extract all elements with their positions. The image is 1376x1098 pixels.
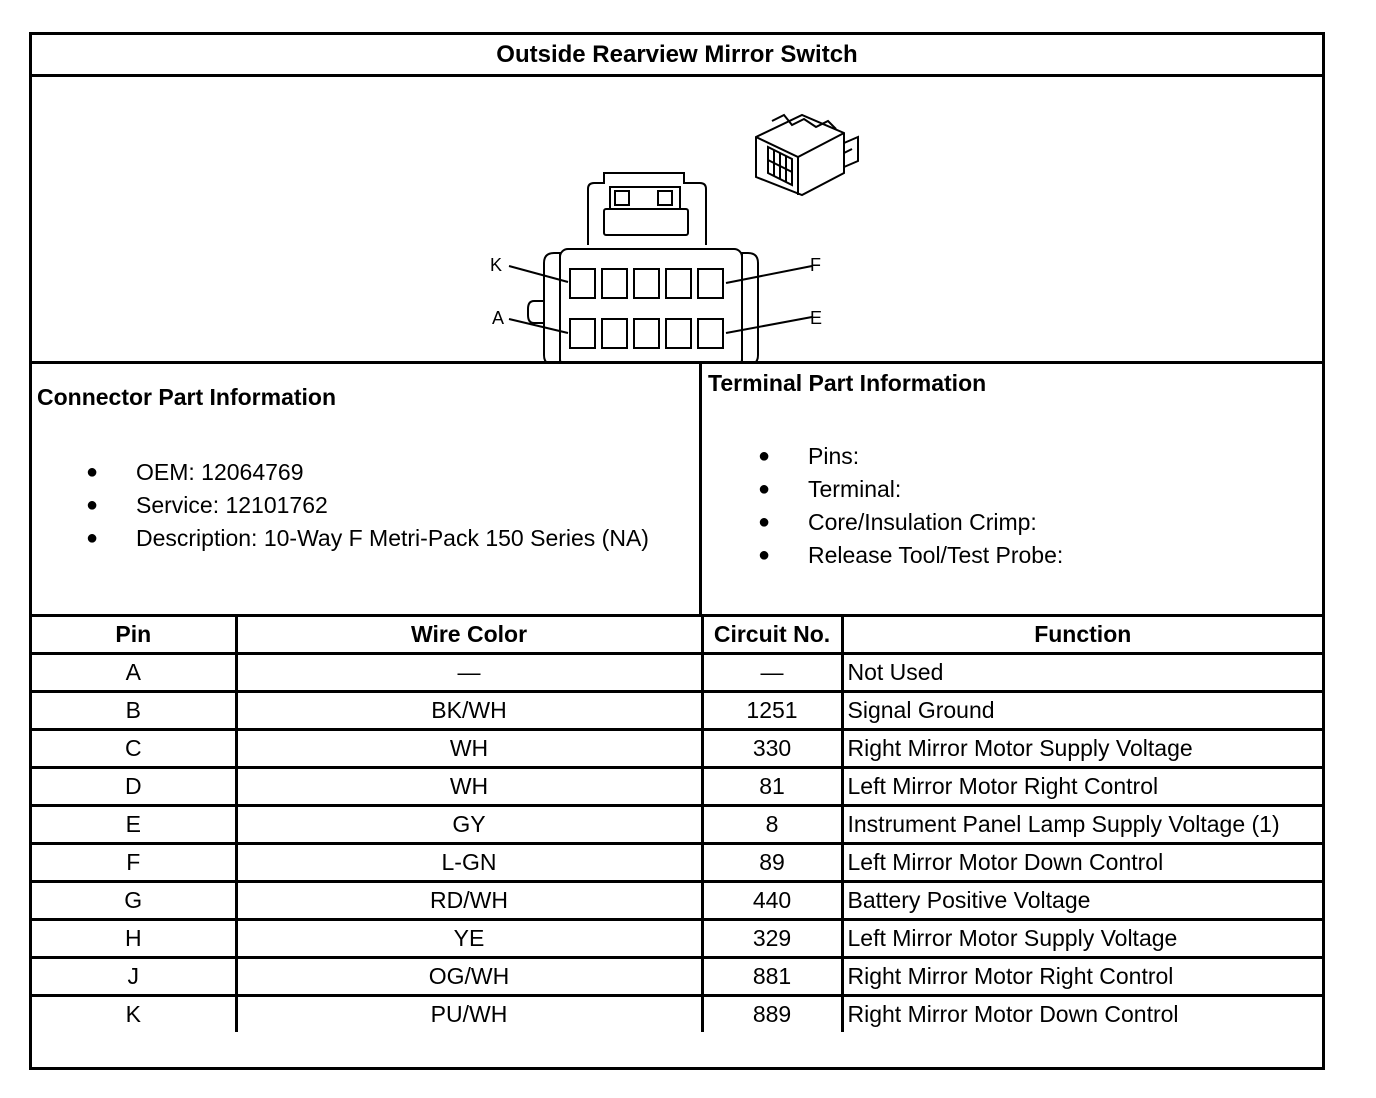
table-row <box>32 806 1322 844</box>
connector-part-info: Connector Part Information ● OEM: 12064769 ● Service: 12101762 ● Description: 10-Way F Metri-Pack 150 Series (NA) <box>32 364 702 614</box>
terminal-part-info: Terminal Part Information ● Pins: ● Terminal: ● Core/Insulation Crimp: ● Release Tool/Test Probe: <box>702 364 1322 614</box>
header-function: Function <box>842 617 1322 654</box>
cell-function: Instrument Panel Lamp Supply Voltage (1) <box>842 806 1322 844</box>
cell-wire-color: — <box>236 654 702 692</box>
cell-circuit-no: 89 <box>702 844 842 882</box>
callout-f: F <box>810 255 821 275</box>
connector-face-diagram <box>32 77 1322 361</box>
cell-circuit-no: 889 <box>702 996 842 1033</box>
cell-function: Battery Positive Voltage <box>842 882 1322 920</box>
pinout-table <box>32 617 1322 1032</box>
table-header-row <box>32 617 1322 654</box>
cell-function: Not Used <box>842 654 1322 692</box>
bullet-icon: ● <box>758 544 771 566</box>
cell-circuit-no: 330 <box>702 730 842 768</box>
cell-function: Right Mirror Motor Down Control <box>842 996 1322 1033</box>
cell-function: Left Mirror Motor Right Control <box>842 768 1322 806</box>
table-row <box>32 844 1322 882</box>
cell-pin: A <box>32 654 236 692</box>
cell-pin: H <box>32 920 236 958</box>
cell-circuit-no: 8 <box>702 806 842 844</box>
cell-pin: J <box>32 958 236 996</box>
callout-e: E <box>810 308 823 328</box>
cell-pin: K <box>32 996 236 1033</box>
table-row <box>32 882 1322 920</box>
cell-circuit-no: — <box>702 654 842 692</box>
cell-wire-color: RD/WH <box>236 882 702 920</box>
cell-wire-color: YE <box>236 920 702 958</box>
header-wire-color: Wire Color <box>236 617 702 654</box>
cell-wire-color: GY <box>236 806 702 844</box>
table-row <box>32 730 1322 768</box>
table-row <box>32 958 1322 996</box>
connector-sheet <box>29 32 1325 1070</box>
header-circuit-no: Circuit No. <box>702 617 842 654</box>
connector-info-heading: Connector Part Information <box>37 384 337 410</box>
cell-wire-color: OG/WH <box>236 958 702 996</box>
sheet-title: Outside Rearview Mirror Switch <box>32 35 1322 77</box>
table-row <box>32 654 1322 692</box>
cell-wire-color: L-GN <box>236 844 702 882</box>
cell-circuit-no: 881 <box>702 958 842 996</box>
cell-pin: D <box>32 768 236 806</box>
cell-wire-color: WH <box>236 768 702 806</box>
bullet-icon: ● <box>758 478 771 500</box>
bullet-icon: ● <box>86 527 99 549</box>
cell-function: Right Mirror Motor Supply Voltage <box>842 730 1322 768</box>
cell-wire-color: WH <box>236 730 702 768</box>
terminal-info-heading: Terminal Part Information <box>708 370 987 396</box>
bullet-icon: ● <box>86 494 99 516</box>
table-row <box>32 768 1322 806</box>
cell-pin: G <box>32 882 236 920</box>
cell-pin: C <box>32 730 236 768</box>
header-pin: Pin <box>32 617 236 654</box>
cell-wire-color: BK/WH <box>236 692 702 730</box>
cell-circuit-no: 329 <box>702 920 842 958</box>
cell-pin: E <box>32 806 236 844</box>
part-info-row <box>32 364 1322 617</box>
cell-function: Signal Ground <box>842 692 1322 730</box>
table-row <box>32 920 1322 958</box>
callout-a: A <box>492 308 505 328</box>
connector-diagram-panel <box>32 77 1322 364</box>
cell-function: Right Mirror Motor Right Control <box>842 958 1322 996</box>
cell-pin: F <box>32 844 236 882</box>
callout-k: K <box>490 255 503 275</box>
bullet-icon: ● <box>758 445 771 467</box>
cell-wire-color: PU/WH <box>236 996 702 1033</box>
cell-circuit-no: 440 <box>702 882 842 920</box>
cell-function: Left Mirror Motor Supply Voltage <box>842 920 1322 958</box>
bullet-icon: ● <box>758 511 771 533</box>
table-row <box>32 996 1322 1033</box>
bullet-icon: ● <box>86 461 99 483</box>
cell-function: Left Mirror Motor Down Control <box>842 844 1322 882</box>
table-row <box>32 692 1322 730</box>
cell-circuit-no: 81 <box>702 768 842 806</box>
cell-pin: B <box>32 692 236 730</box>
cell-circuit-no: 1251 <box>702 692 842 730</box>
